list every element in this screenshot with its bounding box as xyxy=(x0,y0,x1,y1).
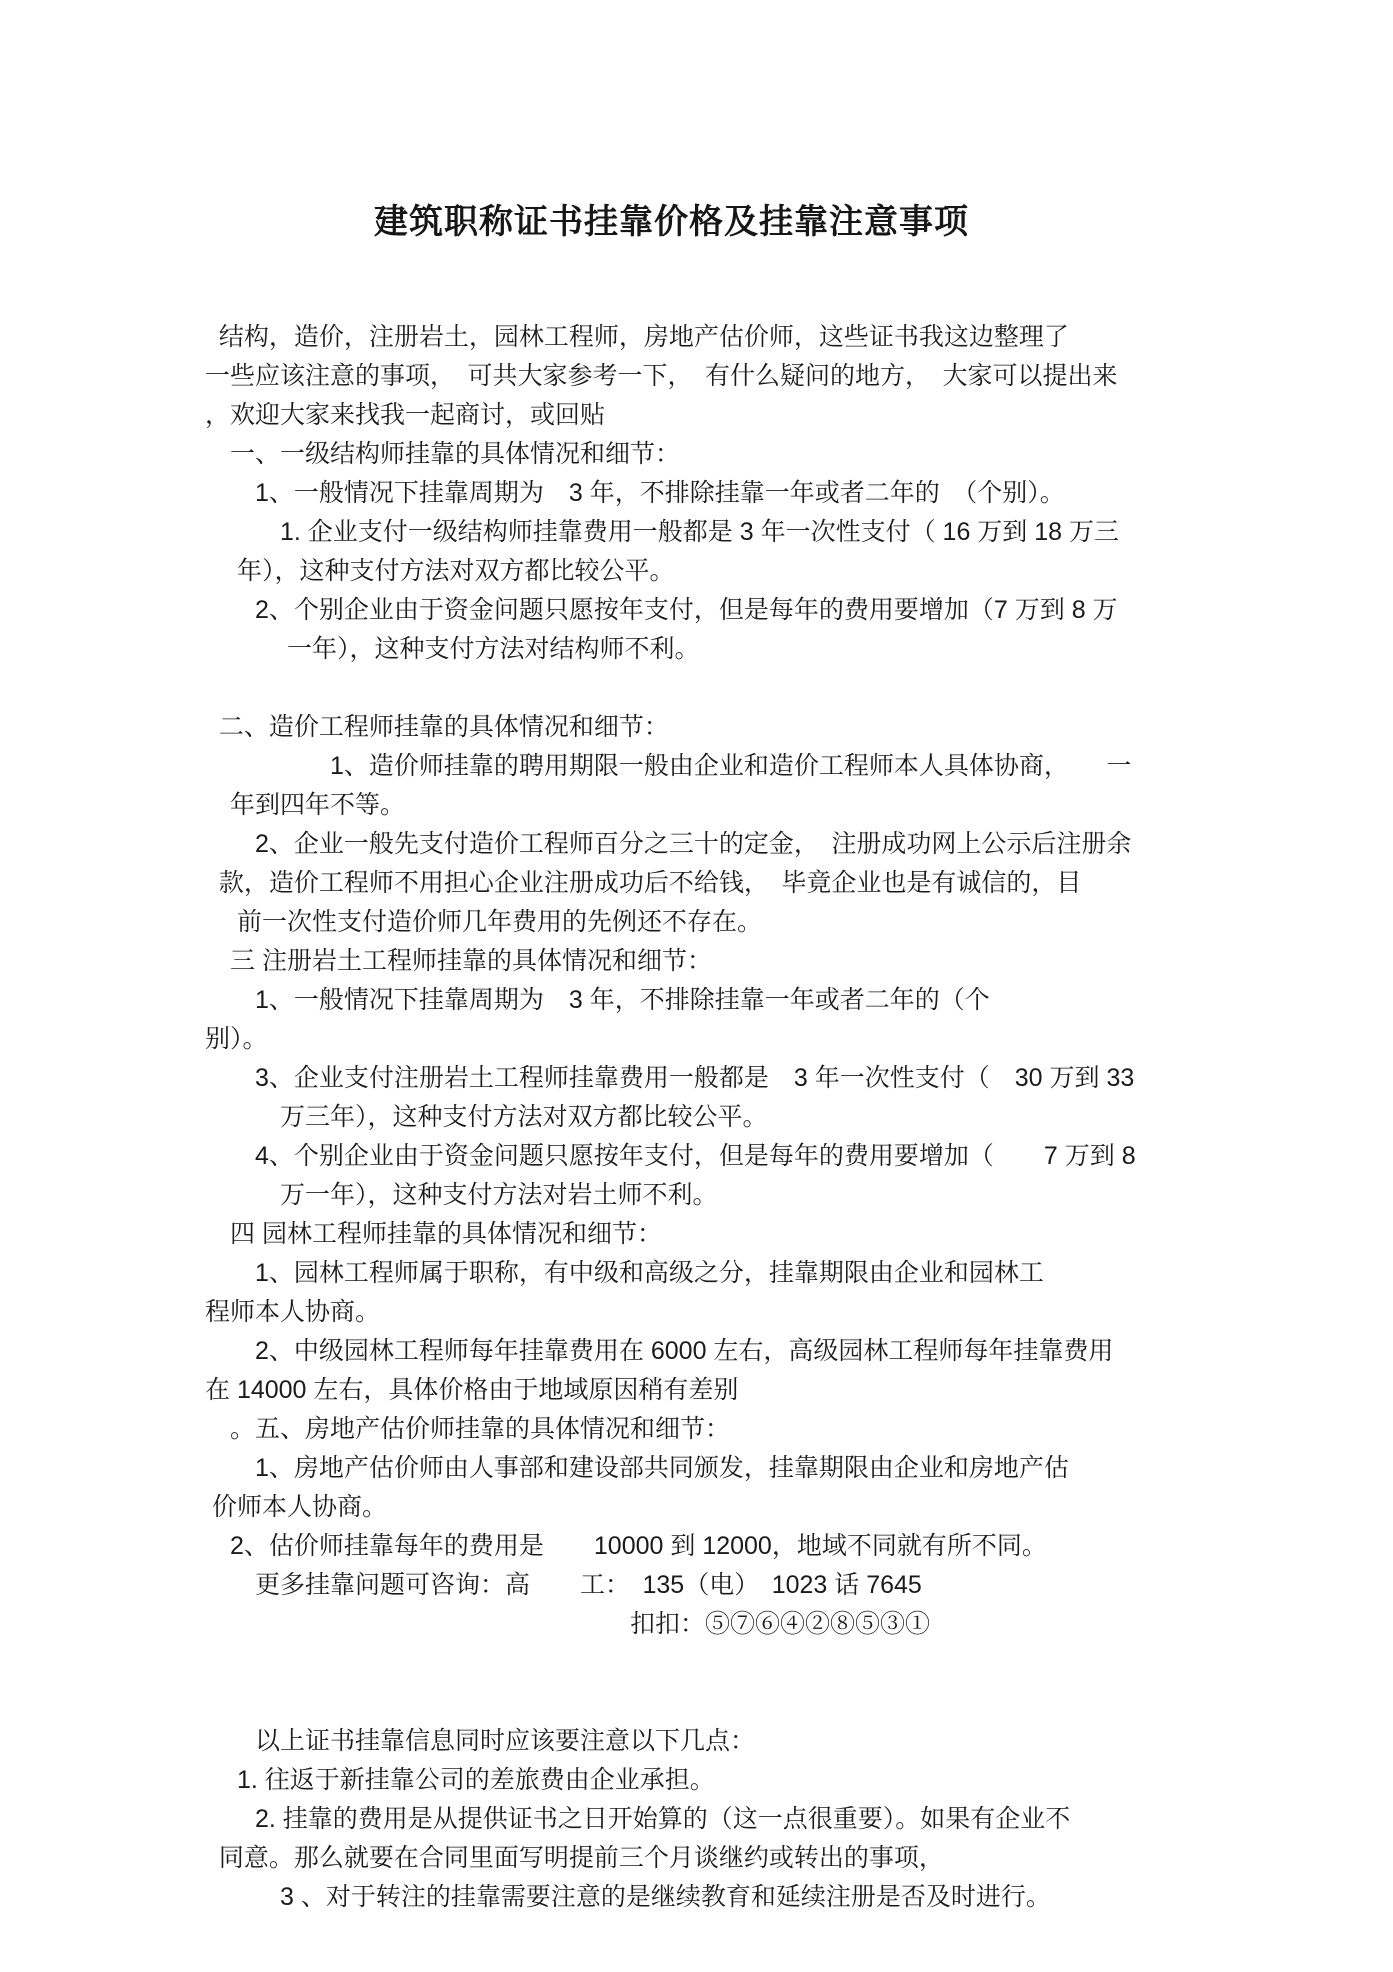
text-line: 别）。 xyxy=(205,1025,268,1053)
text-line: 三 注册岩土工程师挂靠的具体情况和细节： xyxy=(205,947,712,975)
text-line: 2、中级园林工程师每年挂靠费用在 6000 左右，高级园林工程师每年挂靠费用 xyxy=(205,1337,1114,1365)
text-line: 四 园林工程师挂靠的具体情况和细节： xyxy=(205,1220,662,1248)
contact-line: 更多挂靠问题可咨询：高 工： 135（电） 1023 话 7645 xyxy=(205,1571,922,1599)
text-line: 前一次性支付造价师几年费用的先例还不存在。 xyxy=(205,908,762,936)
text-line: 1. 往返于新挂靠公司的差旅费由企业承担。 xyxy=(205,1766,715,1794)
text-line: ，欢迎大家来找我一起商讨，或回贴 xyxy=(205,401,606,429)
text-line: 1、一般情况下挂靠周期为 3 年，不排除挂靠一年或者二年的（个 xyxy=(205,986,990,1014)
document-body xyxy=(205,318,1138,1917)
text-line: 2、估价师挂靠每年的费用是 10000 到 12000，地域不同就有所不同。 xyxy=(205,1532,1047,1560)
text-line: 一些应该注意的事项， 可共大家参考一下， 有什么疑问的地方， 大家可以提出来 xyxy=(205,362,1118,390)
blank-line xyxy=(205,1644,1138,1683)
text-line: 1. 企业支付一级结构师挂靠费用一般都是 3 年一次性支付（ 16 万到 18 万三 xyxy=(205,518,1119,546)
text-line: 1、一般情况下挂靠周期为 3 年，不排除挂靠一年或者二年的 （个别）。 xyxy=(205,479,1065,507)
text-line: 3、企业支付注册岩土工程师挂靠费用一般都是 3 年一次性支付（ 30 万到 33 xyxy=(205,1064,1135,1092)
text-line: 万一年），这种支付方法对岩土师不利。 xyxy=(205,1181,718,1209)
text-line: 1、造价师挂靠的聘用期限一般由企业和造价工程师本人具体协商， 一 xyxy=(205,752,1132,780)
text-line: 3 、对于转注的挂靠需要注意的是继续教育和延续注册是否及时进行。 xyxy=(205,1883,1051,1911)
text-line: 二、造价工程师挂靠的具体情况和细节： xyxy=(205,713,669,741)
text-line: 款，造价工程师不用担心企业注册成功后不给钱， 毕竟企业也是有诚信的，目 xyxy=(205,869,1082,897)
text-line: 年），这种支付方法对双方都比较公平。 xyxy=(205,557,675,585)
text-line: 2. 挂靠的费用是从提供证书之日开始算的（这一点很重要）。如果有企业不 xyxy=(205,1805,1071,1833)
text-line: 价师本人协商。 xyxy=(205,1493,387,1521)
text-line: 一年），这种支付方法对结构师不利。 xyxy=(205,635,700,663)
text-line: 。五、房地产估价师挂靠的具体情况和细节： xyxy=(205,1415,731,1443)
text-line: 1、园林工程师属于职称，有中级和高级之分，挂靠期限由企业和园林工 xyxy=(205,1259,1044,1287)
text-line: 年到四年不等。 xyxy=(205,791,406,819)
blank-line xyxy=(205,669,1138,708)
text-line: 1、房地产估价师由人事部和建设部共同颁发，挂靠期限由企业和房地产估 xyxy=(205,1454,1069,1482)
text-line: 2、个别企业由于资金问题只愿按年支付，但是每年的费用要增加（7 万到 8 万 xyxy=(205,596,1118,624)
text-line: 2、企业一般先支付造价工程师百分之三十的定金， 注册成功网上公示后注册余 xyxy=(205,830,1132,858)
blank-line xyxy=(205,1683,1138,1722)
text-line: 程师本人协商。 xyxy=(205,1298,381,1326)
document-title: 建筑职称证书挂靠价格及挂靠注意事项 xyxy=(374,203,969,241)
text-line: 4、个别企业由于资金问题只愿按年支付，但是每年的费用要增加（ 7 万到 8 xyxy=(205,1142,1136,1170)
text-line: 结构，造价，注册岩土，园林工程师，房地产估价师，这些证书我这边整理了 xyxy=(205,323,1069,351)
text-line: 一、一级结构师挂靠的具体情况和细节： xyxy=(205,440,681,468)
text-line: 同意。那么就要在合同里面写明提前三个月谈继约或转出的事项， xyxy=(205,1844,944,1872)
text-line: 万三年），这种支付方法对双方都比较公平。 xyxy=(205,1103,768,1131)
text-line: 在 14000 左右，具体价格由于地域原因稍有差别 xyxy=(205,1376,739,1404)
text-line: 以上证书挂靠信息同时应该要注意以下几点： xyxy=(205,1727,756,1755)
qq-contact-line: 扣扣：⑤⑦⑥④②⑧⑤③① xyxy=(205,1610,931,1638)
